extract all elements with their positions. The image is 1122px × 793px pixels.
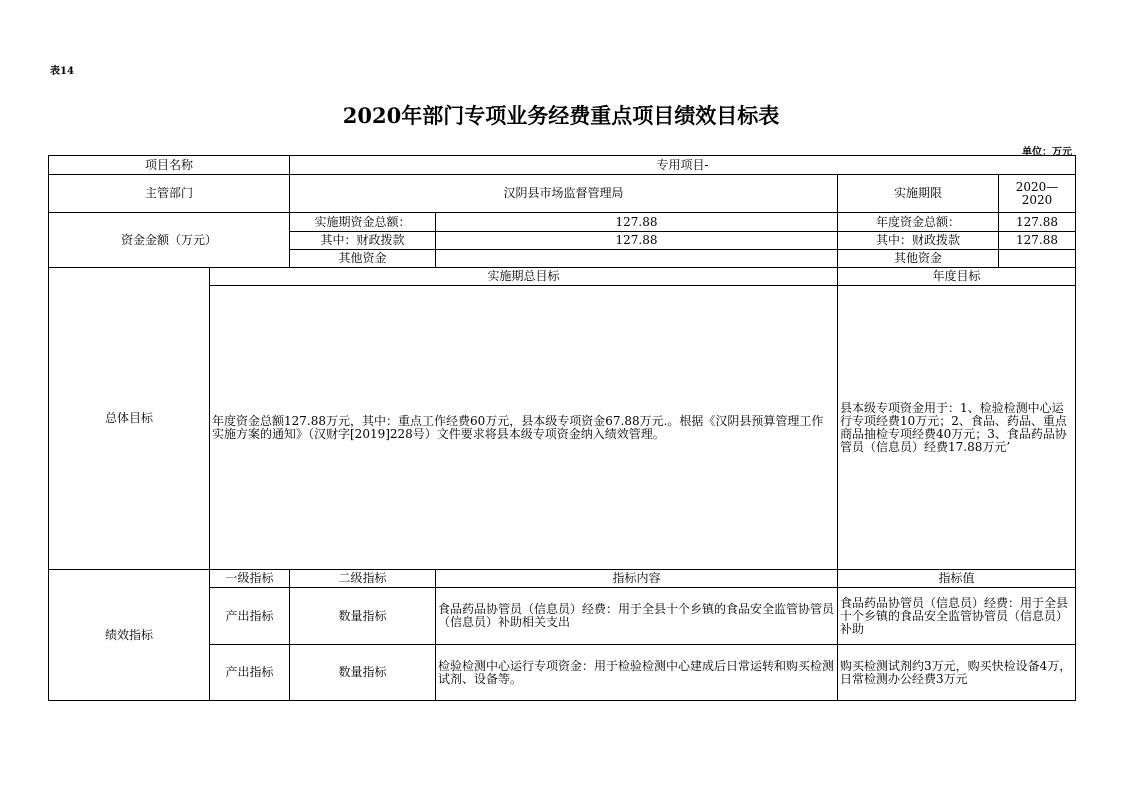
funds-fiscal-label: 其中：财政拨款 <box>290 232 436 250</box>
table-number: 表14 <box>50 66 74 77</box>
annual-total-label: 年度资金总额： <box>838 213 999 232</box>
funds-total-row <box>49 213 1076 232</box>
indicator-header-value: 指标值 <box>838 570 1076 588</box>
indicator-value: 购买检测试剂约3万元，购买快检设备4万，日常检测办公经费3万元 <box>838 645 1076 701</box>
overall-goal-label: 总体目标 <box>49 268 210 570</box>
annual-goal-text: 县本级专项资金用于：1、检验检测中心运行专项经费10万元；2、食品、药品、重点商品抽检专项经费40万元；3、食品药品协管员（信息员）经费17.88万元’ <box>838 286 1076 570</box>
funds-other-label: 其他资金 <box>290 250 436 268</box>
department-value: 汉阴县市场监督管理局 <box>290 175 838 213</box>
department-label: 主管部门 <box>49 175 290 213</box>
project-name-value: 专用项目- <box>290 156 1076 175</box>
performance-table <box>48 155 1076 701</box>
indicator-content: 食品药品协管员（信息员）经费：用于全县十个乡镇的食品安全监管协管员（信息员）补助相关支出 <box>436 588 838 645</box>
project-name-label: 项目名称 <box>49 156 290 175</box>
indicator-header-content: 指标内容 <box>436 570 838 588</box>
period-label: 实施期限 <box>838 175 999 213</box>
period-goal-text: 年度资金总额127.88万元，其中：重点工作经费60万元，县本级专项资金67.88万元.。根据《汉阴县预算管理工作实施方案的通知》（汉财字[2019]228号）文件要求将县本级专项资金纳入绩效管理。 <box>210 286 838 570</box>
annual-other-value <box>999 250 1076 268</box>
indicator-level1: 产出指标 <box>210 645 290 701</box>
indicator-header-row <box>49 570 1076 588</box>
funds-label: 资金金额（万元） <box>49 213 290 268</box>
period-value: 2020—2020 <box>999 175 1076 213</box>
period-goal-header: 实施期总目标 <box>210 268 838 286</box>
indicator-value: 食品药品协管员（信息员）经费：用于全县十个乡镇的食品安全监管协管员（信息员）补助 <box>838 588 1076 645</box>
funds-total-value: 127.88 <box>436 213 838 232</box>
funds-fiscal-value: 127.88 <box>436 232 838 250</box>
funds-total-label: 实施期资金总额： <box>290 213 436 232</box>
indicator-level2: 数量指标 <box>290 588 436 645</box>
annual-goal-header: 年度目标 <box>838 268 1076 286</box>
indicator-label: 绩效指标 <box>49 570 210 701</box>
funds-other-value <box>436 250 838 268</box>
project-name-row <box>49 156 1076 175</box>
department-row <box>49 175 1076 213</box>
indicator-content: 检验检测中心运行专项资金：用于检验检测中心建成后日常运转和购买检测试剂、设备等。 <box>436 645 838 701</box>
annual-fiscal-label: 其中：财政拨款 <box>838 232 999 250</box>
indicator-header-level2: 二级指标 <box>290 570 436 588</box>
indicator-level2: 数量指标 <box>290 645 436 701</box>
indicator-level1: 产出指标 <box>210 588 290 645</box>
annual-other-label: 其他资金 <box>838 250 999 268</box>
unit-label: 单位：万元 <box>1022 147 1072 158</box>
indicator-header-level1: 一级指标 <box>210 570 290 588</box>
goals-header-row <box>49 268 1076 286</box>
page-title: 2020年部门专项业务经费重点项目绩效目标表 <box>342 103 780 128</box>
annual-fiscal-value: 127.88 <box>999 232 1076 250</box>
annual-total-value: 127.88 <box>999 213 1076 232</box>
